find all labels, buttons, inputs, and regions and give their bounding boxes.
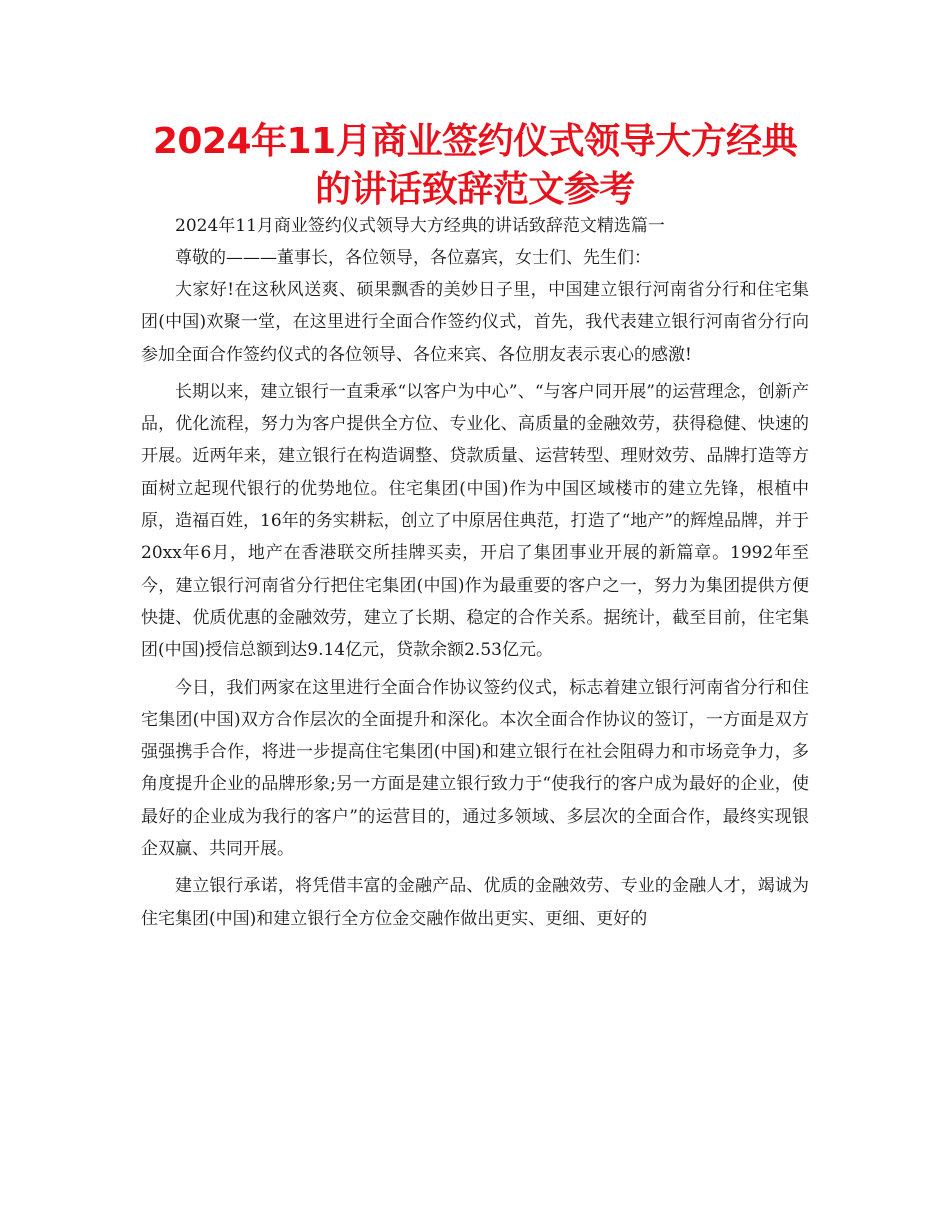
paragraph: 今日，我们两家在这里进行全面合作协议签约仪式，标志着建立银行河南省分行和住宅集团(中国)双方合作层次的全面提升和深化。本次全面合作协议的签订，一方面是双方强强携手合作，将进一步提高住宅集团(中国)和建立银行在社会阻碍力和市场竞争力，多角度提升企业的品牌形象;另一方面是建立银行致力于“使我行的客户成为最好的企业，使最好的企业成为我行的客户”的运营目的，通过多领域、多层次的全面合作，最终实现银企双赢、共同开展。 [141,677,809,860]
document-body [141,210,809,940]
document-title: 2024年11月商业签约仪式领导大方经典的讲话致辞范文参考 [152,121,798,210]
salutation: 尊敬的———董事长，各位领导，各位嘉宾，女士们、先生们： [175,248,651,268]
paragraph: 长期以来，建立银行一直秉承“以客户为中心”、“与客户同开展”的运营理念，创新产品，优化流程，努力为客户提供全方位、专业化、高质量的金融效劳，获得稳健、快速的开展。近两年来，建立银行在构造调整、贷款质量、运营转型、理财效劳、品牌打造等方面树立起现代银行的优势地位。住宅集团(中国)作为中国区域楼市的建立先锋，根植中原，造福百姓，16年的务实耕耘，创立了中原居住典范，打造了“地产”的辉煌品牌，并于20xx年6月，地产在香港联交所挂牌买卖，开启了集团事业开展的新篇章。1992年至今，建立银行河南省分行把住宅集团(中国)作为最重要的客户之一，努力为集团提供方便快捷、优质优惠的金融效劳，建立了长期、稳定的合作关系。据统计，截至目前，住宅集团(中国)授信总额到达9.14亿元，贷款余额2.53亿元。 [141,381,810,661]
paragraph: 建立银行承诺，将凭借丰富的金融产品、优质的金融效劳、专业的金融人才，竭诚为住宅集团(中国)和建立银行全方位金交融作做出更实、更细、更好的 [141,876,809,929]
paragraph: 大家好!在这秋风送爽、硕果飘香的美妙日子里，中国建立银行河南省分行和住宅集团(中国)欢聚一堂，在这里进行全面合作签约仪式，首先，我代表建立银行河南省分行向参加全面合作签约仪式的各位领导、各位来宾、各位朋友表示衷心的感激! [141,280,809,365]
document-subtitle: 2024年11月商业签约仪式领导大方经典的讲话致辞范文精选篇一 [175,216,665,236]
